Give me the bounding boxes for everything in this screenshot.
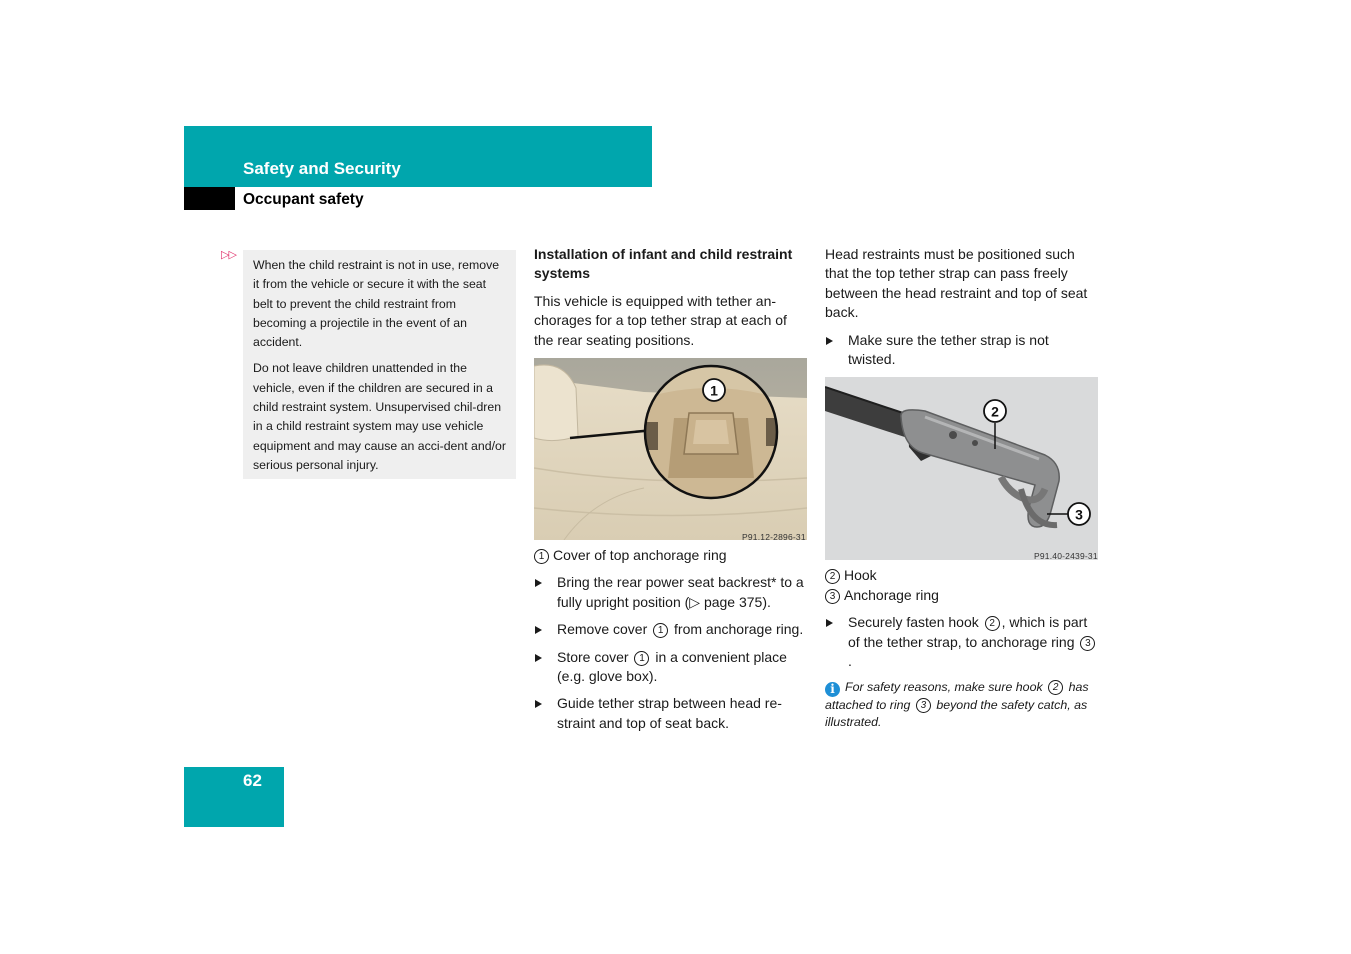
legend: [534, 546, 809, 565]
info-note: i For safety reasons, make sure hook 2 has attached to ring 3 beyond the safety catch, as illustrated.: [825, 680, 1089, 730]
callout-number: 2: [985, 616, 1000, 631]
bullet-triangle-icon: [826, 337, 833, 345]
tether-hook-figure: [825, 377, 1098, 560]
legend-item: 3 Anchorage ring: [825, 586, 1100, 605]
installation-intro: This vehicle is equipped with tether an-chorages for a top tether strap at each of the rear seating positions.: [534, 292, 787, 348]
bullet-triangle-icon: [535, 700, 542, 708]
column-tether: [825, 245, 1100, 731]
legend: [825, 566, 1100, 605]
rear-seat-illustration: [534, 358, 807, 540]
header-marker: [184, 187, 235, 210]
bullet-triangle-icon: [826, 619, 833, 627]
bullet-triangle-icon: [535, 626, 542, 634]
step-item: Remove cover 1 from anchorage ring.: [534, 620, 809, 639]
page-number-box: [184, 767, 284, 827]
continued-arrow-icon: ▷▷: [221, 249, 236, 261]
callout-number: 2: [825, 569, 840, 584]
warning-paragraph: When the child restraint is not in use, remove it from the vehicle or secure it with the seat belt to prevent the child restraint from becoming a projectile in the event of an accident.: [253, 258, 500, 350]
subsection-title: Occupant safety: [243, 191, 364, 208]
callout-number: 3: [825, 589, 840, 604]
figure-code: P91.12-2896-31: [742, 532, 806, 543]
step-item: Store cover 1 in a convenient place (e.g. glove box).: [534, 648, 809, 687]
step-item: Bring the rear power seat backrest* to a fully upright position (▷ page 375).: [534, 573, 809, 612]
legend-item: 1 Cover of top anchorage ring: [534, 546, 809, 565]
installation-heading: Installation of infant and child restraint systems: [534, 246, 793, 282]
figure-code: P91.40-2439-31: [1034, 551, 1098, 562]
callout-number: 1: [634, 651, 649, 666]
column-installation: [534, 245, 809, 741]
callout-number: 1: [653, 623, 668, 638]
bullet-triangle-icon: [535, 654, 542, 662]
step-item: Guide tether strap between head re-straint and top of seat back.: [534, 694, 809, 733]
callout-number: 2: [1048, 680, 1063, 695]
legend-item: 2 Hook: [825, 566, 1100, 585]
callout-number: 3: [916, 698, 931, 713]
callout-2: 2: [991, 403, 999, 420]
step-item: Make sure the tether strap is not twisted.: [825, 331, 1100, 370]
info-icon: i: [825, 682, 840, 697]
callout-number: 1: [534, 549, 549, 564]
rear-seat-figure: [534, 358, 807, 543]
warning-paragraph: Do not leave children unattended in the vehicle, even if the children are secured in a child restraint system. Unsupervised chil-dren in a child restraint system may use vehicle equipment and may cause an acci-dent and/or serious personal injury.: [253, 361, 506, 472]
head-restraint-text: Head restraints must be positioned such that the top tether strap can pass freely between the head restraint and top of seat back.: [825, 246, 1088, 321]
warning-box: [243, 250, 516, 479]
page-number: 62: [243, 771, 262, 790]
bullet-triangle-icon: [535, 579, 542, 587]
callout-3: 3: [1075, 506, 1083, 523]
step-item: Securely fasten hook 2 , which is part of the tether strap, to anchorage ring 3.: [825, 613, 1100, 671]
callout-1: 1: [710, 382, 718, 399]
tether-hook-illustration: [825, 377, 1098, 560]
callout-number: 3: [1080, 636, 1095, 651]
section-title: Safety and Security: [243, 159, 401, 178]
